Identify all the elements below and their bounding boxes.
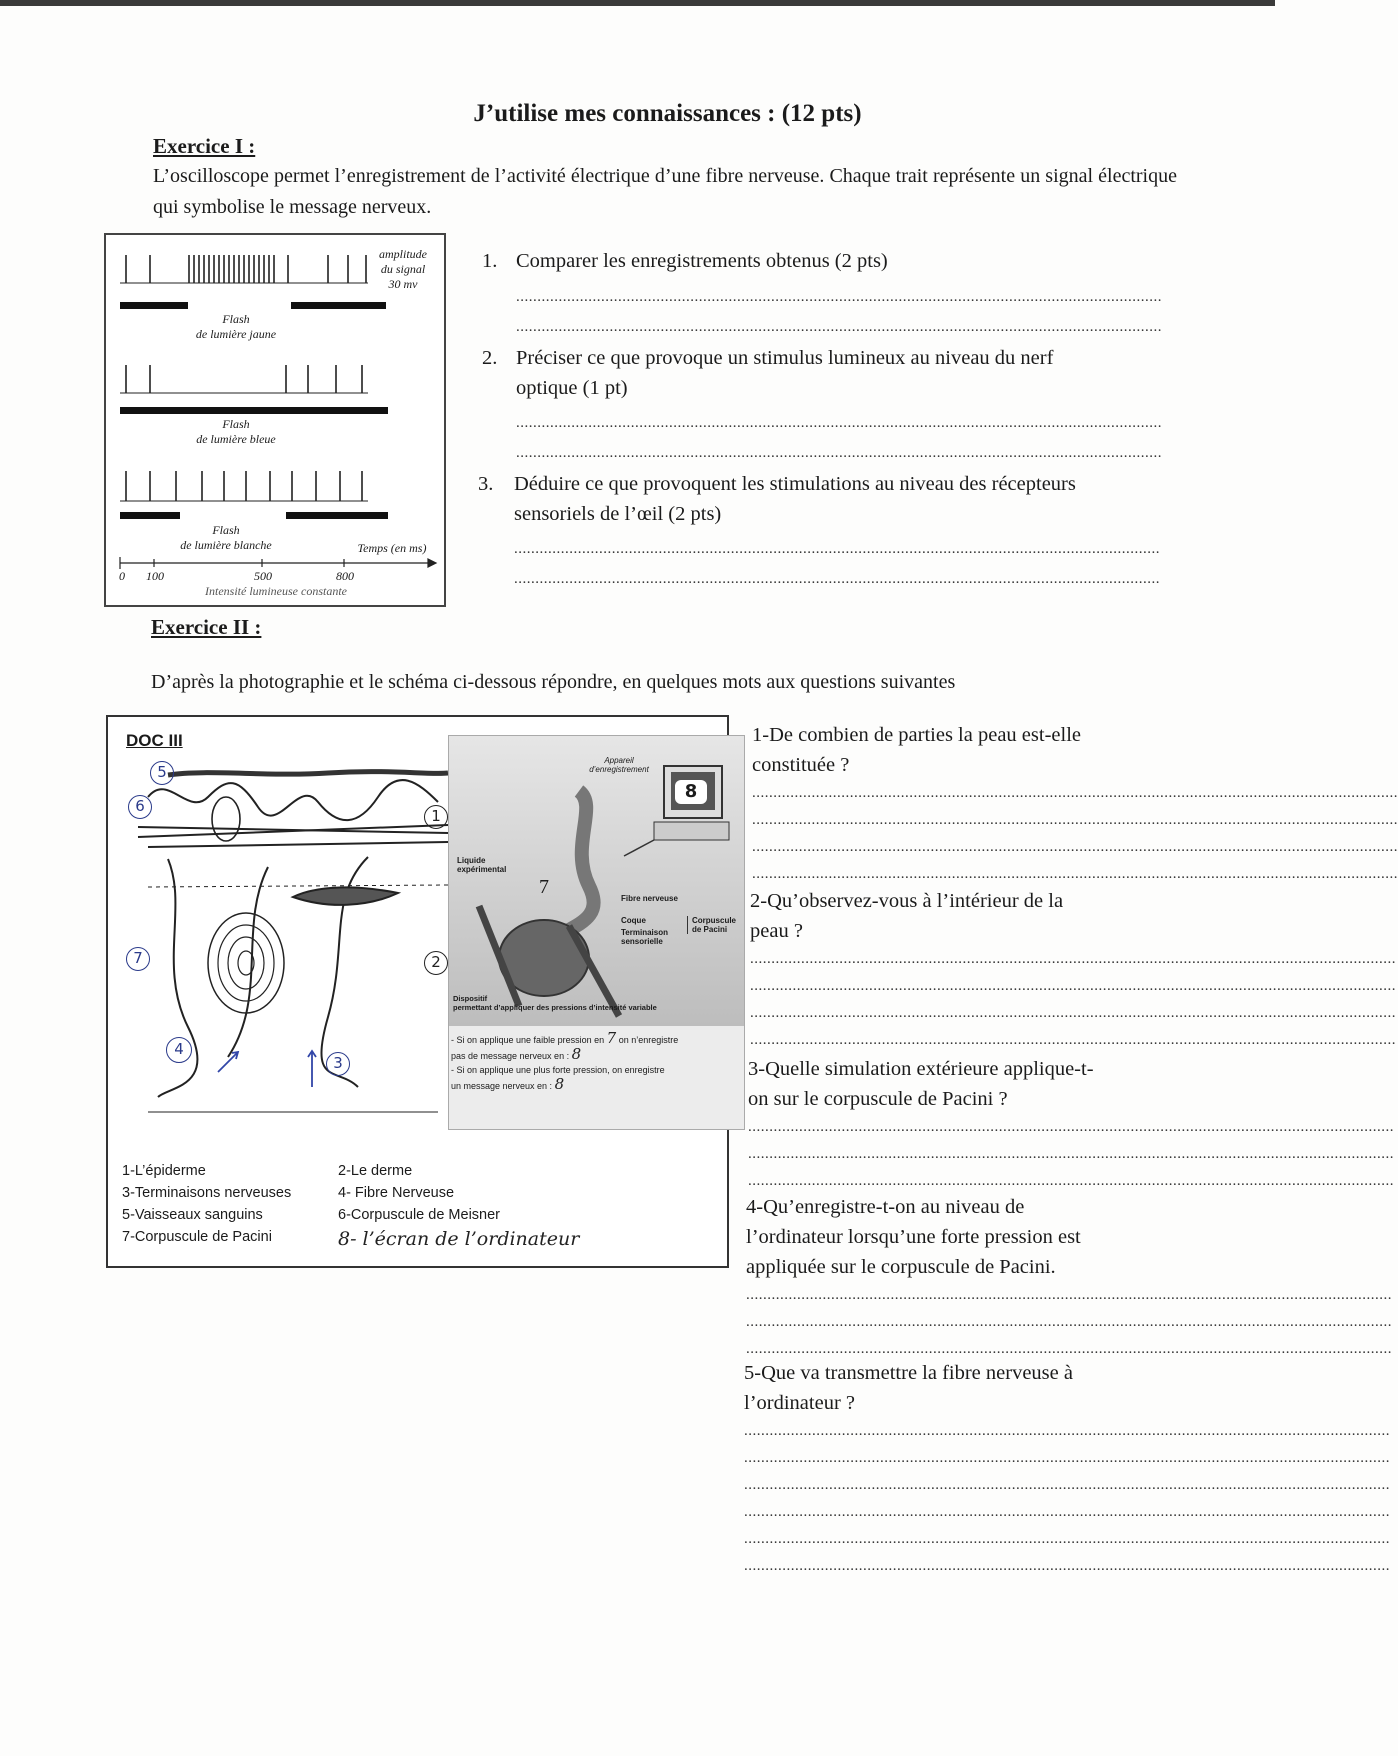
legend-item: 1-L’épiderme: [122, 1163, 206, 1179]
answer-line[interactable]: ........................................................................................................................................................: [748, 1119, 1394, 1135]
legend-item: 4- Fibre Nerveuse: [338, 1185, 455, 1201]
answer-line[interactable]: ........................................................................................................................................................: [748, 1146, 1394, 1162]
liquide-label-line: expérimental: [457, 865, 507, 874]
legend-item: 7-Corpuscule de Pacini: [122, 1229, 272, 1245]
flash-bar: [120, 512, 180, 519]
handwritten-7: 7: [539, 876, 549, 898]
terminaison-label-line: sensorielle: [621, 937, 663, 946]
answer-line[interactable]: ........................................................................................................................................................: [744, 1450, 1390, 1466]
ex2-q4-line: l’ordinateur lorsqu’une forte pression est: [746, 1226, 1081, 1248]
ex1-q2-line: optique (1 pt): [516, 377, 628, 399]
legend-item: 5-Vaisseaux sanguins: [122, 1207, 263, 1223]
answer-line[interactable]: ........................................................................................................................................................: [746, 1287, 1392, 1303]
answer-line[interactable]: ........................................................................................................................................................: [744, 1531, 1390, 1547]
note-text: - Si on applique une plus forte pression, on enregistre: [451, 1065, 665, 1075]
handwritten-7: 7: [606, 1029, 617, 1047]
note-text: pas de message nerveux en :: [451, 1051, 570, 1061]
amplitude-label-line: 30 mv: [388, 277, 418, 291]
ex2-q2-line: peau ?: [750, 920, 803, 942]
doc3-title: DOC III: [126, 731, 183, 750]
ex1-q1-number: 1.: [482, 250, 498, 272]
ex2-q3-text: [748, 1054, 1178, 1114]
answer-line[interactable]: ........................................................................................................................................................: [750, 1005, 1396, 1021]
ex2-q5-line: 5-Que va transmettre la fibre nerveuse à: [744, 1362, 1073, 1384]
marker-5: 5: [150, 761, 174, 785]
answer-line[interactable]: ........................................................................................................................................................: [516, 319, 1162, 335]
legend-right: [338, 1160, 579, 1252]
flash-bar: [291, 302, 386, 309]
answer-line[interactable]: ........................................................................................................................................................: [752, 866, 1398, 882]
pacini-photo: [448, 735, 745, 1130]
dispositif-label-line: Dispositif: [453, 994, 488, 1003]
ex2-q3-line: on sur le corpuscule de Pacini ?: [748, 1088, 1008, 1110]
handwritten-8: 8: [571, 1045, 582, 1063]
ex1-q3-number: 3.: [478, 473, 494, 495]
tick-label: 0: [119, 569, 125, 583]
amplitude-label: [368, 247, 438, 292]
ex1-q1-text: Comparer les enregistrements obtenus (2 pts): [516, 250, 888, 272]
ex1-q3-line: Déduire ce que provoquent les stimulations au niveau des récepteurs: [514, 473, 1076, 495]
terminaison-label: [621, 928, 681, 946]
ex2-q5-line: l’ordinateur ?: [744, 1392, 855, 1414]
appareil-label-line: d’enregistrement: [589, 765, 649, 774]
corpuscule-label-line: Corpuscule: [692, 916, 737, 925]
legend-item-handwritten: 8- l’écran de l’ordinateur: [338, 1228, 580, 1250]
fibre-label: Fibre nerveuse: [621, 894, 678, 903]
coque-label: Coque: [621, 916, 646, 925]
answer-line[interactable]: ........................................................................................................................................................: [516, 445, 1162, 461]
legend-left: [122, 1160, 291, 1248]
answer-line[interactable]: ........................................................................................................................................................: [514, 541, 1160, 557]
marker-3: 3: [326, 1052, 350, 1076]
liquide-label-line: Liquide: [457, 856, 486, 865]
ex2-q5-text: [744, 1358, 1174, 1418]
ex2-q2-text: [750, 886, 1170, 946]
note-text: un message nerveux en :: [451, 1081, 553, 1091]
page-title: J’utilise mes connaissances : (12 pts): [473, 100, 862, 127]
flash-white-label-line: de lumière blanche: [180, 538, 272, 552]
flash-bar: [120, 407, 388, 414]
liquide-label: [457, 856, 527, 874]
note-text: on n’enregistre: [618, 1035, 679, 1045]
answer-line[interactable]: ........................................................................................................................................................: [744, 1423, 1390, 1439]
ex2-q4-line: appliquée sur le corpuscule de Pacini.: [746, 1256, 1056, 1278]
corpuscule-label-line: de Pacini: [692, 925, 728, 934]
ex2-q3-line: 3-Quelle simulation extérieure applique-t-: [748, 1058, 1094, 1080]
flash-blue-label-line: Flash: [222, 417, 250, 431]
trace-yellow: [120, 255, 368, 283]
marker-2: 2: [424, 951, 448, 975]
constant-intensity-label: Intensité lumineuse constante: [205, 584, 347, 598]
answer-line[interactable]: ........................................................................................................................................................: [752, 812, 1398, 828]
marker-6: 6: [128, 795, 152, 819]
ex2-q1-text: [752, 720, 1172, 780]
amplitude-label-line: du signal: [380, 262, 426, 276]
ex2-q4-line: 4-Qu’enregistre-t-on au niveau de: [746, 1196, 1025, 1218]
dispositif-label-line: permettant d’appliquer des pressions d’intensité variable: [453, 1003, 657, 1012]
flash-blue-label-line: de lumière bleue: [196, 432, 276, 446]
tick-label: 100: [146, 569, 164, 583]
trace-white: [120, 471, 368, 501]
ex1-q3-line: sensoriels de l’œil (2 pts): [514, 503, 722, 525]
ex1-q2-number: 2.: [482, 347, 498, 369]
ex2-q1-line: constituée ?: [752, 754, 850, 776]
exercise2-intro: D’après la photographie et le schéma ci-dessous répondre, en quelques mots aux questions suivantes: [151, 671, 956, 693]
answer-line[interactable]: ........................................................................................................................................................: [514, 571, 1160, 587]
ex1-q3-text: [514, 469, 1190, 529]
answer-line[interactable]: ........................................................................................................................................................: [516, 289, 1162, 305]
answer-line[interactable]: ........................................................................................................................................................: [746, 1314, 1392, 1330]
doc3-figure: [106, 715, 737, 1268]
scan-top-edge: [0, 0, 1275, 6]
exercise1-heading: Exercice I :: [153, 134, 256, 158]
exercise1-intro: L’oscilloscope permet l’enregistrement de l’activité électrique d’une fibre nerveuse. Chaque trait représente un signal électrique qui symbolise le message nerveux.: [153, 165, 1177, 218]
oscilloscope-figure: [104, 233, 446, 607]
note-line: [451, 1077, 743, 1093]
answer-line[interactable]: ........................................................................................................................................................: [516, 415, 1162, 431]
tick-label: 500: [254, 569, 272, 583]
appareil-label-line: Appareil: [604, 756, 634, 765]
flash-blue-label: [166, 417, 306, 447]
flash-white-label-line: Flash: [212, 523, 240, 537]
answer-line[interactable]: ........................................................................................................................................................: [748, 1173, 1394, 1189]
ex2-q1-line: 1-De combien de parties la peau est-elle: [752, 724, 1081, 746]
legend-item: 2-Le derme: [338, 1163, 413, 1179]
time-axis: [120, 557, 436, 569]
screen-number: 8: [675, 780, 707, 804]
dispositif-label: [453, 994, 693, 1012]
ex2-q2-line: 2-Qu’observez-vous à l’intérieur de la: [750, 890, 1064, 912]
amplitude-label-line: amplitude: [379, 247, 427, 261]
tick-label: 800: [336, 569, 354, 583]
trace-blue: [120, 365, 368, 393]
ex1-q2-text: [516, 343, 1176, 403]
answer-line[interactable]: ........................................................................................................................................................: [752, 785, 1398, 801]
flash-yellow-label: [166, 312, 306, 342]
flash-yellow-label-line: Flash: [222, 312, 250, 326]
legend-item: 3-Terminaisons nerveuses: [122, 1185, 292, 1201]
photo-notes: [451, 1031, 743, 1093]
handwritten-8: 8: [554, 1075, 565, 1093]
exercise2-heading: Exercice II :: [151, 615, 262, 639]
flash-white-label: [156, 523, 296, 553]
flash-yellow-label-line: de lumière jaune: [195, 327, 277, 341]
note-line: [451, 1031, 743, 1047]
appareil-label: [569, 756, 669, 774]
answer-line[interactable]: ........................................................................................................................................................: [746, 1341, 1392, 1357]
note-text: - Si on applique une faible pression en: [451, 1035, 605, 1045]
note-line: [451, 1047, 743, 1063]
answer-line[interactable]: ........................................................................................................................................................: [752, 839, 1398, 855]
corpuscule-label: [687, 916, 743, 934]
flash-bar: [120, 302, 188, 309]
answer-line[interactable]: ........................................................................................................................................................: [750, 978, 1396, 994]
answer-line[interactable]: ........................................................................................................................................................: [750, 1032, 1396, 1048]
marker-7: 7: [126, 947, 150, 971]
answer-line[interactable]: ........................................................................................................................................................: [744, 1477, 1390, 1493]
ex2-q4-text: [746, 1192, 1176, 1282]
skin-schematic: [128, 767, 458, 1147]
marker-1: 1: [424, 805, 448, 829]
terminaison-label-line: Terminaison: [621, 928, 668, 937]
answer-line[interactable]: ........................................................................................................................................................: [750, 951, 1396, 967]
flash-bar: [286, 512, 388, 519]
ex1-q2-line: Préciser ce que provoque un stimulus lumineux au niveau du nerf: [516, 347, 1054, 369]
time-axis-label: Temps (en ms): [357, 541, 427, 555]
legend-item: 6-Corpuscule de Meisner: [338, 1207, 500, 1223]
answer-line[interactable]: ........................................................................................................................................................: [744, 1504, 1390, 1520]
answer-line[interactable]: ........................................................................................................................................................: [744, 1558, 1390, 1574]
marker-4: 4: [166, 1037, 192, 1063]
